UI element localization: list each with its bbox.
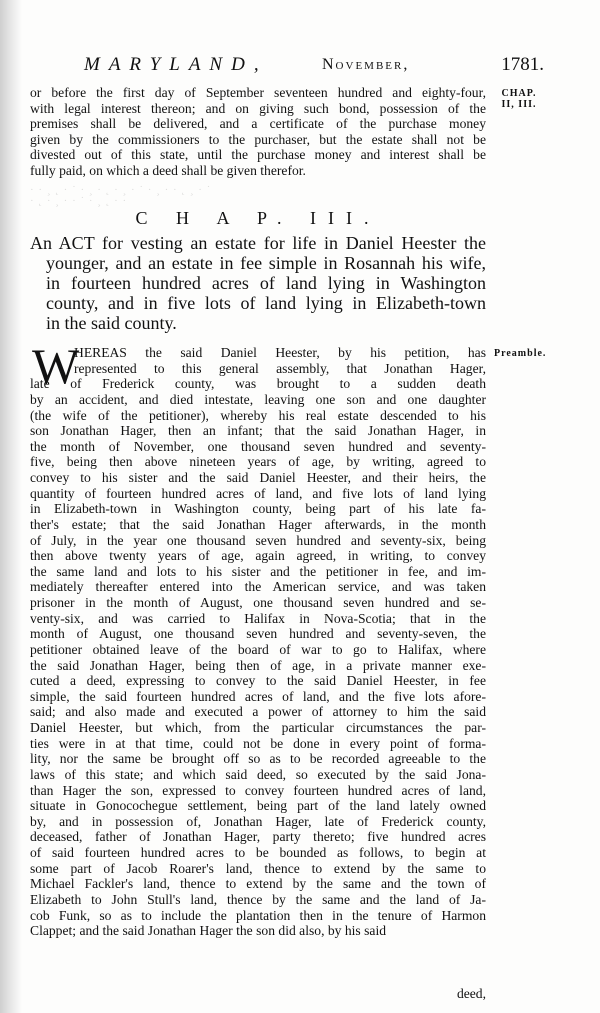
text-line: by an accident, and died intestate, leaving one son and one daughter	[30, 391, 486, 407]
marginal-note-preamble: Preamble.	[494, 348, 547, 359]
text-line: said; and also made and executed a power of attorney to him the said	[30, 704, 486, 720]
text-line: Elizabeth to John Stull's land, thence by the same and the land of Ja-	[30, 891, 486, 907]
text-line: given by the commissioners to the purchaser, but the estate shall not be	[30, 131, 486, 147]
text-line: (the wife of the petitioner), whereby his real estate descended to his	[30, 407, 486, 423]
act-title	[30, 233, 486, 333]
text-line: of July, in the year one thousand seven hundred and seventy-six, being	[30, 532, 486, 548]
text-line: Clappet; and the said Jonathan Hager the son did also, by his said	[30, 923, 387, 939]
text-line: Daniel Heester, but which, from the particular circumstances the par-	[30, 720, 486, 735]
drop-cap: W	[32, 338, 80, 394]
text-line: late of Frederick county, was brought to a sudden death	[30, 376, 486, 392]
text-line: quantity of fourteen hundred acres of land, and five lots of land lying	[30, 485, 486, 501]
catchword: deed,	[456, 986, 486, 1001]
text-line: or before the first day of September seventeen hundred and eighty-four,	[30, 85, 486, 100]
text-line: fully paid, on which a deed shall be given therefor.	[30, 162, 306, 178]
text-line: than Hager the son, expressed to convey fourteen hundred acres of land,	[30, 782, 486, 798]
text-line: lity, nor the same be brought off so as to be recorded agreeable to the	[30, 751, 486, 767]
running-title: MARYLAND,	[84, 54, 268, 75]
text-line: five, being then above nineteen years of age, by writing, agreed to	[30, 454, 486, 470]
text-line: ties were in at that time, could not be done in every point of forma-	[30, 735, 486, 751]
text-line: some part of Jacob Roarer's land, thence to extend by the same to	[30, 860, 486, 876]
text-line: in the said county.	[46, 313, 177, 333]
text-line: simple, the said fourteen hundred acres of land, and the five lots afore-	[30, 688, 486, 704]
text-line: premises shall be delivered, and a certificate of the purchase money	[30, 116, 486, 132]
text-line: situate in Gonocochegue settlement, being part of the land lately owned	[30, 798, 486, 814]
text-line: Michael Fackler's land, thence to extend by the same and the town of	[30, 876, 486, 892]
page-header	[84, 54, 544, 82]
text-line: prisoner in the month of August, one thousand seven hundred and se-	[30, 595, 486, 610]
text-line: cob Funk, so as to include the plantation then in the tenure of Harmon	[30, 907, 486, 923]
text-line: son Jonathan Hager, then an infant; that the said Jonathan Hager, in	[30, 423, 486, 439]
text-line: by, and in possession of, Jonathan Hager, late of Frederick county,	[30, 813, 486, 829]
text-line: the said Jonathan Hager, being then of age, in a private manner exe-	[30, 657, 486, 673]
text-line: with legal interest thereon; and on giving such bond, possession of the	[30, 100, 486, 116]
text-line: convey to his sister and the said Daniel Heester, and their heirs, the	[30, 470, 486, 485]
chapter-heading: C H A P. III.	[135, 208, 381, 228]
text-line: ther's estate; that the said Jonathan Hager afterwards, in the month	[30, 516, 486, 532]
running-month: November,	[322, 56, 410, 73]
preamble-text	[30, 338, 486, 939]
marginal-note-chapter: CHAP. II, III.	[501, 88, 537, 110]
text-line: the same land and lots to his sister and the petitioner in fee, and im-	[30, 563, 486, 579]
text-line: then above twenty years of age, again agreed, in writing, to convey	[30, 548, 486, 564]
text-line: cuted a deed, expressing to convey to the said Daniel Heester, in fee	[30, 673, 486, 689]
running-year: 1781.	[501, 54, 544, 75]
show-through-from-reverse: ​· · ¸ ˛ · ˙ · ¸ · ˛ · ¸ · ˙ · ¸ · · ˛ ¸ · ˙ · ˛ · ¸ · · ˙ · ¸ ˛ · ·	[30, 185, 212, 207]
text-line: in Elizabeth-town in Washington county, being part of his late fa-	[30, 501, 486, 517]
text-line: venty-six, and was carried to Halifax in Nova-Scotia; that in the	[30, 610, 486, 626]
text-line: divested out of this state, until the purchase money and interest shall be	[30, 147, 486, 163]
text-line: An ACT for vesting an estate for life in Daniel Heester the	[30, 233, 486, 253]
text-line: HEREAS the said Daniel Heester, by his petition, has	[74, 345, 486, 360]
text-line: in fourteen hundred acres of land lying in Washington	[46, 273, 486, 293]
text-line: petitioner obtained leave of the board of war to go to Halifax, where	[30, 641, 486, 657]
text-line: county, and in five lots of land lying in Elizabeth-town	[46, 293, 486, 313]
text-line: mediately thereafter entered into the American service, and was taken	[30, 579, 486, 595]
text-line: of said fourteen hundred acres to be bounded as follows, to begin at	[30, 845, 486, 860]
text-line: represented to this general assembly, that Jonathan Hager,	[74, 360, 486, 376]
binding-gutter-shadow	[0, 0, 22, 1013]
text-line: laws of this state; and which said deed, so executed by the said Jona-	[30, 766, 486, 782]
text-line: younger, and an estate in fee simple in Rosannah his wife,	[46, 253, 486, 273]
chapter-two-closing-text	[30, 85, 486, 179]
text-line: the month of November, one thousand seven hundred and seventy-	[30, 438, 486, 454]
text-line: deceased, father of Jonathan Hager, party thereto; five hundred acres	[30, 829, 486, 845]
text-line: month of August, one thousand seven hundred and seventy-seven, the	[30, 626, 486, 642]
